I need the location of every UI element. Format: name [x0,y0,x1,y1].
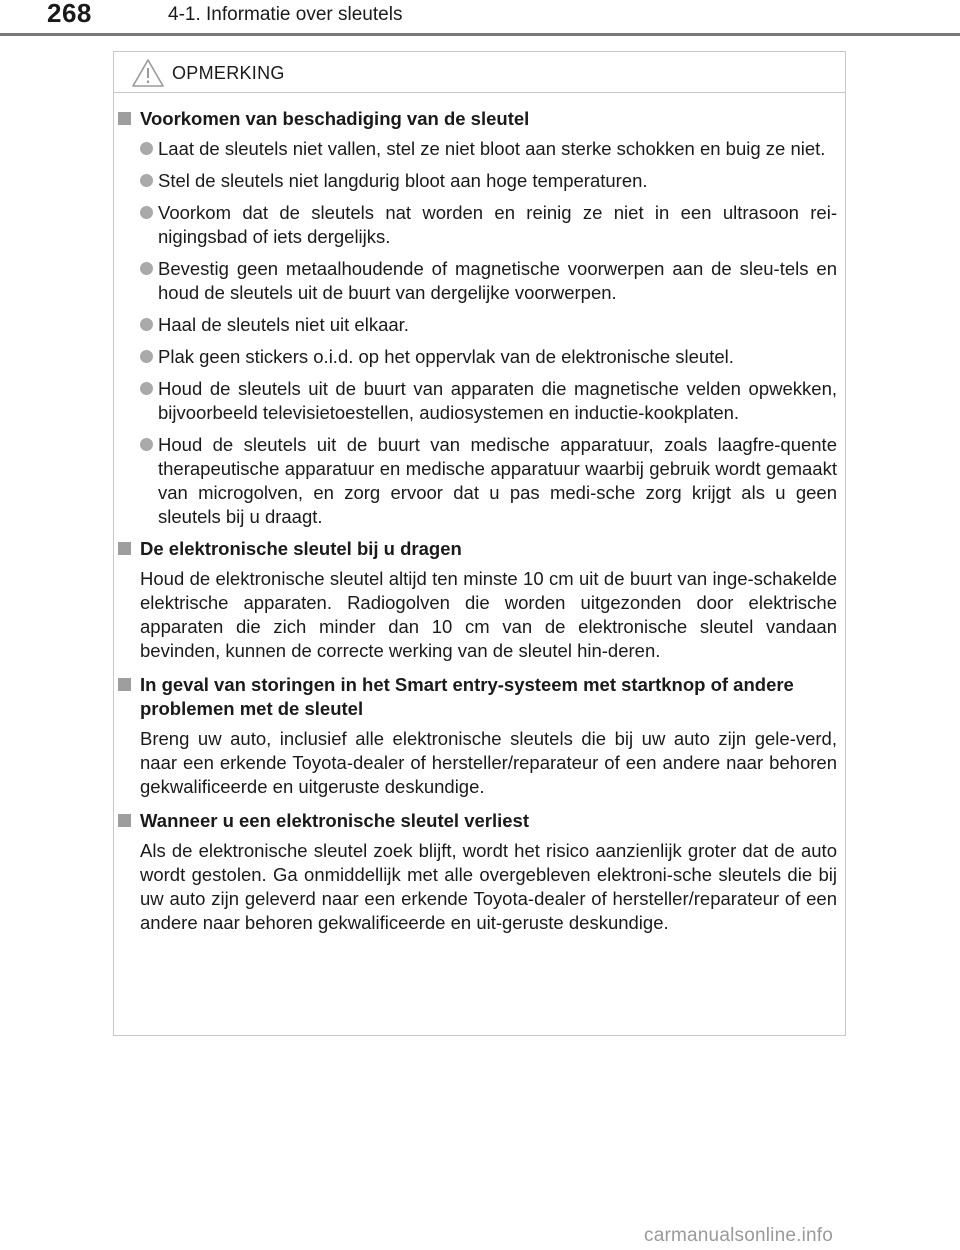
paragraph: Houd de elektronische sleutel altijd ten minste 10 cm uit de buurt van inge-schakelde elektrische apparaten. Radiogolven die worden uitgezonden door elektrische apparaten die zich minder dan 10 cm van de elektronische sleutel vandaan bevinden, kunnen de correcte werking van de sleutel hin-deren. [140,568,837,661]
notice-content [114,107,847,945]
notice-header [114,52,845,93]
round-bullet-icon [140,350,153,363]
section-title: In geval van storingen in het Smart entry-systeem met startknop of andere problemen met de sleutel [114,673,847,721]
list-item: Stel de sleutels niet langdurig bloot aan hoge temperaturen. [114,169,847,193]
header-rule [0,33,960,36]
page-header [0,0,960,36]
section-title: De elektronische sleutel bij u dragen [114,537,847,561]
section-title: Voorkomen van beschadiging van de sleutel [114,107,847,131]
round-bullet-icon [140,174,153,187]
list-item: Voorkom dat de sleutels nat worden en reinig ze niet in een ultrasoon rei-nigingsbad of iets dergelijks. [114,201,847,249]
list-item: Houd de sleutels uit de buurt van apparaten die magnetische velden opwekken, bijvoorbeeld televisietoestellen, audiosystemen en inductie-kookplaten. [114,377,847,425]
round-bullet-icon [140,142,153,155]
square-bullet-icon [118,678,131,691]
chapter-title: 4-1. Informatie over sleutels [168,4,403,25]
list-item: Laat de sleutels niet vallen, stel ze niet bloot aan sterke schokken en buig ze niet. [114,137,847,161]
list-item: Plak geen stickers o.i.d. op het oppervlak van de elektronische sleutel. [114,345,847,369]
round-bullet-icon [140,206,153,219]
list-item: Bevestig geen metaalhoudende of magnetische voorwerpen aan de sleu-tels en houd de sleutels uit de buurt van dergelijke voorwerpen. [114,257,847,305]
round-bullet-icon [140,438,153,451]
round-bullet-icon [140,382,153,395]
notice-label: OPMERKING [172,63,285,83]
round-bullet-icon [140,262,153,275]
paragraph: Als de elektronische sleutel zoek blijft, wordt het risico aanzienlijk groter dat de auto wordt gestolen. Ga onmiddellijk met alle overgebleven elektroni-sche sleutels die bij uw auto zijn geleverd naar een erkende Toyota-dealer of hersteller/reparateur of een andere naar behoren gekwalificeerde en uit-geruste deskundige. [140,840,837,933]
watermark: carmanualsonline.info [644,1225,834,1246]
notice-box [113,51,846,1036]
square-bullet-icon [118,814,131,827]
list-item: Houd de sleutels uit de buurt van medische apparatuur, zoals laagfre-quente therapeutische apparatuur en medische apparatuur waarbij gebruik wordt gemaakt van microgolven, en zorg ervoor dat u pas medi-sche zorg krijgt als u geen sleutels bij u draagt. [114,433,847,529]
list-item: Haal de sleutels niet uit elkaar. [114,313,847,337]
section-title: Wanneer u een elektronische sleutel verliest [114,809,847,833]
square-bullet-icon [118,112,131,125]
page-number: 268 [47,0,92,28]
round-bullet-icon [140,318,153,331]
square-bullet-icon [118,542,131,555]
warning-triangle-icon [131,58,165,88]
paragraph: Breng uw auto, inclusief alle elektronische sleutels die bij uw auto zijn gele-verd, naar een erkende Toyota-dealer of hersteller/reparateur of een andere naar behoren gekwalificeerde en uitgeruste deskundige. [140,728,837,797]
